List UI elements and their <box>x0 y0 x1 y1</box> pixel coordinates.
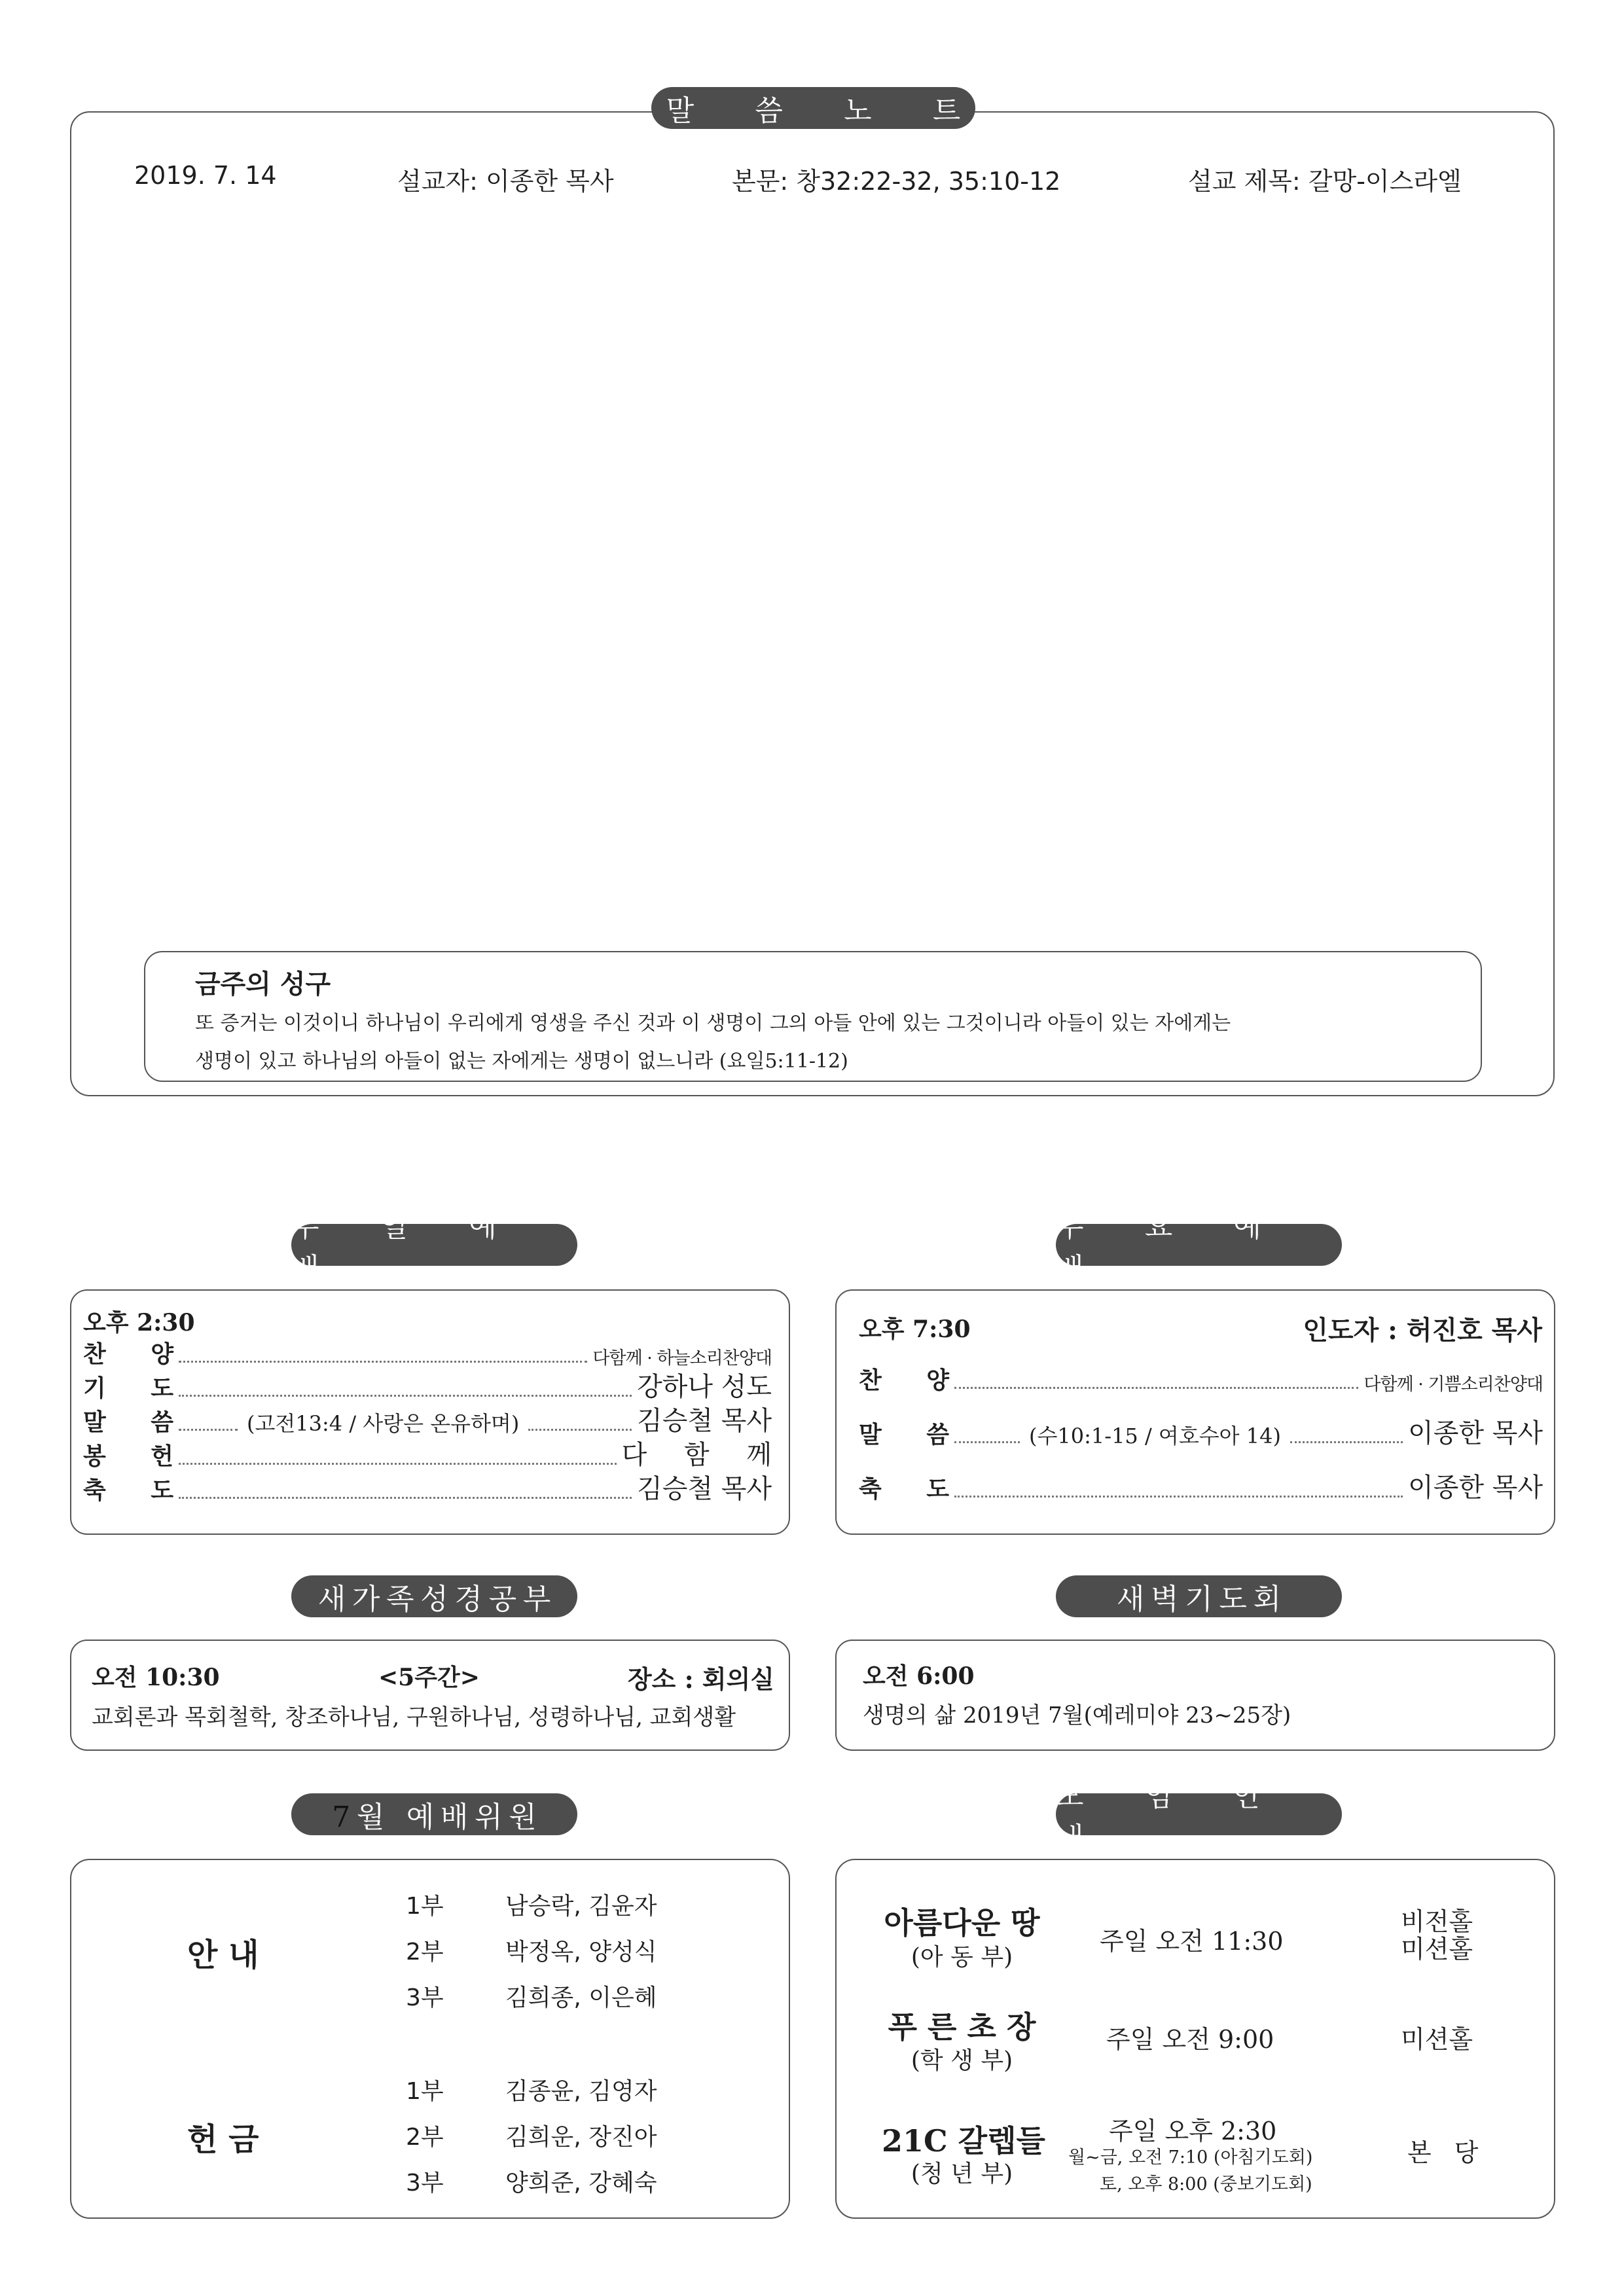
wednesday-time: 오후 7:30 <box>859 1316 971 1343</box>
meeting-3-dept: (청 년 부) <box>911 2161 1013 2187</box>
dawn-prayer-text: 생명의 삶 2019년 7월(예레미야 23~25장) <box>863 1702 1291 1729</box>
wednesday-leader: 인도자 : 허진호 목사 <box>1303 1315 1542 1346</box>
sermon-note-title: 말 씀 노 트 <box>651 87 975 129</box>
meeting-3-name: 21C 갈렙들 <box>882 2123 1045 2159</box>
family-bible-title: 새가족성경공부 <box>291 1575 577 1617</box>
sermon-note-box <box>70 111 1555 1096</box>
usher-names-2: 박정옥, 양성식 <box>505 1939 657 1965</box>
dawn-prayer-title: 새벽기도회 <box>1056 1575 1342 1617</box>
offering-part-1: 1부 <box>406 2078 444 2105</box>
sunday-row-sermon: 말 씀 (고전13:4 / 사랑은 온유하며) 김승철 목사 <box>83 1408 772 1437</box>
dawn-prayer-time: 오전 6:00 <box>863 1662 975 1690</box>
wednesday-praise-value: 다함께 · 기쁨소리찬양대 <box>1363 1374 1543 1395</box>
sunday-service-title: 주 일 예 배 <box>291 1224 577 1266</box>
usher-group-label: 안 내 <box>187 1937 259 1973</box>
sermon-preacher: 설교자: 이종한 목사 <box>397 167 614 196</box>
wednesday-row-praise: 찬 양 다함께 · 기쁨소리찬양대 <box>859 1367 1543 1395</box>
sermon-scripture: 본문: 창32:22-32, 35:10-12 <box>732 167 1061 196</box>
meeting-2-place-1: 미션홀 <box>1401 2025 1473 2054</box>
sermon-title-text: 설교 제목: 갈망-이스라엘 <box>1188 167 1462 196</box>
sermon-date: 2019. 7. 14 <box>134 161 277 190</box>
sunday-row-praise: 찬 양 다함께 · 하늘소리찬양대 <box>83 1340 772 1369</box>
meeting-1-place-2: 미션홀 <box>1401 1935 1473 1964</box>
usher-names-3: 김희종, 이은혜 <box>505 1984 657 2011</box>
wednesday-row-benediction: 축 도 이종한 목사 <box>859 1475 1543 1504</box>
offering-group-label: 헌 금 <box>187 2121 259 2158</box>
meeting-1-name: 아름다운 땅 <box>884 1905 1040 1941</box>
family-bible-weeks: <5주간> <box>378 1664 480 1691</box>
sunday-row-benediction: 축 도 김승철 목사 <box>83 1477 772 1505</box>
meeting-2-time: 주일 오전 9:00 <box>1106 2025 1274 2054</box>
sunday-sermon-scripture: (고전13:4 / 사랑은 온유하며) <box>247 1411 520 1436</box>
family-bible-box <box>70 1640 790 1751</box>
meeting-3-extra-1: 월~금, 오전 7:10 (아침기도회) <box>1068 2147 1313 2168</box>
weekly-verse-heading: 금주의 성구 <box>195 969 331 999</box>
family-bible-time: 오전 10:30 <box>92 1664 220 1691</box>
sunday-sermon-value: 김승철 목사 <box>637 1406 772 1436</box>
july-staff-title-month: 7 <box>332 1801 357 1834</box>
july-staff-title: 7월 예배위원 <box>291 1793 577 1835</box>
meeting-2-name: 푸 른 초 장 <box>888 2009 1036 2045</box>
wednesday-sermon-value: 이종한 목사 <box>1408 1418 1543 1448</box>
wednesday-row-sermon: 말 씀 (수10:1-15 / 여호수아 14) 이종한 목사 <box>859 1421 1543 1450</box>
offering-part-3: 3부 <box>406 2170 444 2197</box>
offering-names-1: 김종윤, 김영자 <box>505 2078 657 2105</box>
meeting-1-place-1: 비전홀 <box>1401 1907 1473 1936</box>
sunday-benediction-value: 김승철 목사 <box>637 1474 772 1504</box>
wednesday-service-title: 수 요 예 배 <box>1056 1224 1342 1266</box>
meeting-1-time: 주일 오전 11:30 <box>1100 1927 1284 1956</box>
usher-names-1: 남승락, 김윤자 <box>505 1893 657 1920</box>
sunday-time: 오후 2:30 <box>83 1309 195 1336</box>
usher-part-1: 1부 <box>406 1893 444 1920</box>
wednesday-sermon-scripture: (수10:1-15 / 여호수아 14) <box>1029 1424 1281 1448</box>
usher-part-3: 3부 <box>406 1984 444 2011</box>
offering-names-2: 김희운, 장진아 <box>505 2124 657 2151</box>
sunday-praise-value: 다함께 · 하늘소리찬양대 <box>592 1348 772 1369</box>
meeting-1-dept: (아 동 부) <box>911 1944 1013 1971</box>
meeting-3-time: 주일 오후 2:30 <box>1109 2117 1277 2145</box>
weekly-verse-line-2: 생명이 있고 하나님의 아들이 없는 자에게는 생명이 없느니라 (요일5:11-12) <box>195 1050 848 1073</box>
meetings-title: 모 임 안 내 <box>1056 1793 1342 1835</box>
offering-names-3: 양희준, 강혜숙 <box>505 2170 657 2197</box>
meeting-3-place-1: 본 당 <box>1407 2138 1486 2167</box>
meeting-2-dept: (학 생 부) <box>911 2047 1013 2074</box>
sunday-offering-value: 다 함 께 <box>621 1440 786 1470</box>
sunday-row-offering: 봉 헌 다 함 께 <box>83 1443 772 1471</box>
offering-part-2: 2부 <box>406 2124 444 2151</box>
meeting-3-extra-2: 토, 오후 8:00 (중보기도회) <box>1100 2174 1312 2195</box>
dawn-prayer-box <box>835 1640 1555 1751</box>
wednesday-benediction-value: 이종한 목사 <box>1408 1473 1543 1503</box>
usher-part-2: 2부 <box>406 1939 444 1965</box>
family-bible-topics: 교회론과 목회철학, 창조하나님, 구원하나님, 성령하나님, 교회생활 <box>92 1704 736 1731</box>
family-bible-place: 장소 : 회의실 <box>627 1664 774 1694</box>
weekly-verse-line-1: 또 증거는 이것이니 하나님이 우리에게 영생을 주신 것과 이 생명이 그의 아들 안에 있는 그것이니라 아들이 있는 자에게는 <box>195 1012 1231 1035</box>
sunday-row-prayer: 기 도 강하나 성도 <box>83 1374 772 1403</box>
sunday-prayer-value: 강하나 성도 <box>637 1372 772 1402</box>
